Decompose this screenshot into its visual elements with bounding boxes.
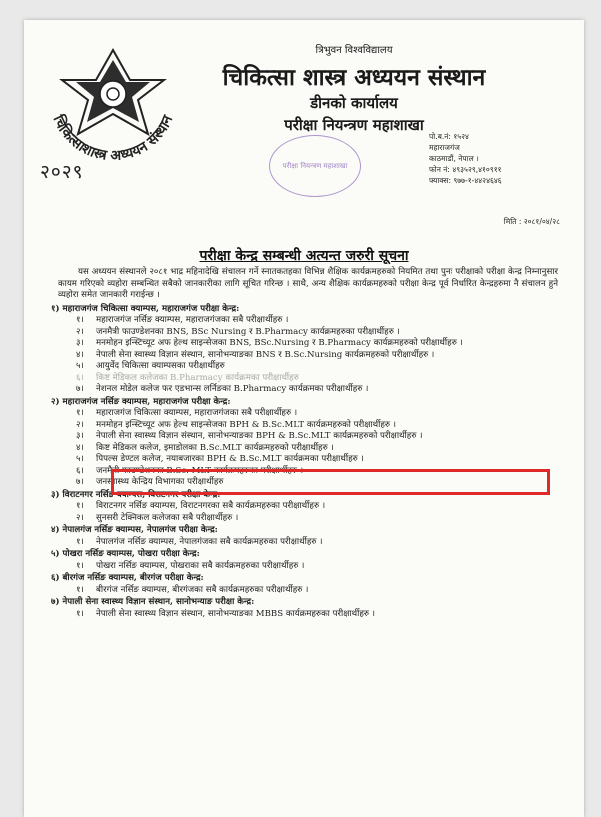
highlight-box [111, 469, 550, 495]
item-number: ५। [76, 454, 84, 464]
list-item [76, 513, 558, 525]
item-number: १। [76, 560, 84, 571]
section-heading: ४) नेपालगंज नर्सिङ क्याम्पस, नेपालगंज परीक्षा केन्द्र: [51, 525, 218, 535]
list-item [76, 420, 558, 432]
section-heading: ३) विराटनगर नर्सिङ क्याम्पस, विराटनगर परीक्षा केन्द्र: [51, 489, 221, 500]
item-number: ४। [76, 442, 84, 453]
fax: फ्याक्स: ९७७-१-४४२४६४६ [429, 176, 502, 185]
list-item [76, 408, 558, 420]
list-item [76, 585, 558, 597]
item-text: मनमोहन इन्स्टिच्यूट अफ हेल्थ साइन्सेजका BPH & B.Sc.MLT कार्यक्रमहरुको परीक्षार्थीहरु । [96, 419, 397, 430]
institute-name: चिकित्सा शास्त्र अध्ययन संस्थान [222, 64, 486, 91]
dean-office: डीनको कार्यालय [310, 94, 398, 112]
list-item [76, 501, 558, 513]
item-number: १। [76, 608, 84, 619]
list-item [76, 609, 558, 621]
institute-logo [38, 42, 188, 167]
item-text: नेपाली सेना स्वास्थ्य विज्ञान संस्थान, सानोभन्याङका BNS र B.Sc.Nursing कार्यक्रमहरुको परीक्षार्थीहरु । [96, 349, 435, 360]
item-text: जनस्वास्थ्य केन्द्रिय विभागका परीक्षार्थीहरु [96, 477, 224, 487]
item-number: १। [76, 315, 84, 325]
phone: फोन नं: ४९३५२९,४१०९११ [429, 165, 502, 174]
office-stamp [269, 135, 361, 197]
item-text: नेशनल मोडेल कलेज फर एडभान्स लर्निङका B.Pharmacy कार्यक्रमका परीक्षार्थीहरु । [96, 384, 369, 394]
section-heading: २) महाराजगंज नर्सिङ क्याम्पस, महाराजगंज परीक्षा केन्द्र: [51, 396, 231, 407]
logo-year: २०२९ [40, 161, 84, 183]
city: काठमाडौं, नेपाल । [429, 154, 479, 163]
list-item [76, 537, 558, 549]
item-text: विराटनगर नर्सिङ क्याम्पस, विराटनगरका सबै कार्यक्रमहरुका परीक्षार्थीहरु । [96, 501, 326, 511]
svg-text:चिकित्साशास्त्र अध्ययन संस्थान [49, 112, 177, 165]
item-number: ६। [76, 465, 84, 476]
logo-arc-text: चिकित्साशास्त्र अध्ययन संस्थान [49, 112, 177, 165]
section-heading: ६) बीरगंज नर्सिङ क्याम्पस, बीरगंज परीक्षा केन्द्र: [51, 573, 204, 583]
item-text: किष्ट मेडिकल कलेजका B.Pharmacy कार्यक्रमका परीक्षार्थीहरु [96, 372, 299, 383]
section-heading: ७) नेपाली सेना स्वास्थ्य विज्ञान संस्थान, सानोभन्याङ परीक्षा केन्द्र: [51, 597, 255, 607]
item-text: नेपाली सेना स्वास्थ्य विज्ञान संस्थान, सानोभन्याङका BPH & B.Sc.MLT कार्यक्रमहरुको परीक्षार्थीहरु । [96, 431, 423, 441]
item-number: १। [76, 501, 84, 511]
item-number: ७। [76, 477, 84, 487]
item-number: १। [76, 408, 84, 418]
item-text: आयुर्वेद चिकित्सा क्याम्पसका परीक्षार्थीहरु [96, 361, 225, 371]
exam-section: परीक्षा नियन्त्रण महाशाखा [284, 116, 424, 134]
item-text: सुनसरी टेक्निकल कलेजका सबै परीक्षार्थीहरु । [96, 512, 239, 523]
item-number: २। [76, 326, 84, 337]
item-number: ४। [76, 349, 84, 360]
stamp-text: परीक्षा नियन्त्रण महाशाखा [282, 161, 348, 170]
list-item [76, 384, 558, 396]
item-number: ६। [76, 372, 84, 383]
list-item [76, 431, 558, 443]
item-number: ३। [76, 431, 84, 441]
document-page [24, 20, 584, 817]
list-item [76, 561, 558, 573]
list-item [76, 338, 558, 350]
item-text: नेपालगंज नर्सिङ क्याम्पस, नेपालगंजका सबै कार्यक्रमहरुका परीक्षार्थीहरु । [96, 536, 323, 547]
exam-center-list [51, 303, 558, 621]
item-text: मनमोहन इन्स्टिच्यूट अफ हेल्थ साइन्सेजका BNS, BSc.Nursing र B.Pharmacy कार्यक्रमहरुको परीक्षार्थीहरु । [96, 338, 463, 348]
university-name: त्रिभुवन विश्वविद्यालय [315, 45, 393, 56]
notice-date: मिति : २०८१/०४/२८ [503, 217, 560, 226]
item-number: ५। [76, 361, 84, 371]
item-text: महाराजगंज चिकित्सा क्याम्पस, महाराजगंजका सबै परीक्षार्थीहरु । [96, 408, 298, 418]
item-text: नेपाली सेना स्वास्थ्य विज्ञान संस्थान, सानोभन्याङका MBBS कार्यक्रमहरुका परीक्षार्थीहरु । [96, 608, 376, 619]
item-text: पिपल्स डेण्टल कलेज, नयाबजारका BPH & B.Sc.MLT कार्यक्रमका परीक्षार्थीहरु । [96, 454, 364, 464]
notice-title: परीक्षा केन्द्र सम्बन्धी अत्यन्त जरुरी सूचना [199, 248, 409, 264]
item-number: २। [76, 512, 84, 523]
list-item [76, 373, 558, 385]
list-item [76, 350, 558, 362]
list-item [76, 361, 558, 373]
item-text: महाराजगंज नर्सिङ क्याम्पस, महाराजगंजका सबै परीक्षार्थीहरु । [96, 315, 289, 325]
section-heading: ५) पोखरा नर्सिङ क्याम्पस, पोखरा परीक्षा केन्द्र: [51, 549, 200, 559]
list-item [76, 315, 558, 327]
po-box: पो.ब.नं: १५२४ [429, 132, 469, 141]
contact-block [429, 131, 502, 186]
notice-body [51, 267, 558, 620]
item-text: बीरगंज नर्सिङ क्याम्पस, बीरगंजका सबै कार्यक्रमहरुका परीक्षार्थीहरु । [96, 584, 309, 595]
item-text: किष्ट मेडिकल कलेज, इमाडोलका B.Sc.MLT कार्यक्रमहरुको परीक्षार्थीहरु । [96, 442, 334, 453]
item-number: १। [76, 584, 84, 595]
item-number: ७। [76, 384, 84, 394]
item-text: जनमैत्री फाउण्डेशनका BNS, BSc Nursing र B.Pharmacy कार्यक्रमहरुका परीक्षार्थीहरु । [96, 326, 400, 337]
intro-paragraph: यस अध्ययन संस्थानले २०८१ भाद्र महिनादेखि संचालन गर्ने स्नातकतहका विभिन्न शैक्षिक कार्यक्रमहरुको नियमित तथा पुनः परीक्षाको परीक्षा केन्द्र निम्नानुसार कायम गरिएको व्यहोरा सम्बन्धित सबैको जानकारीका लागि सूचित गरिन्छ । साथै, अन्य शैक्षिक कार्यक्रमहरुको परीक्षा केन्द्र पूर्व निर्धारित केन्द्रहरुमा नै संचालन हुने व्यहोरा समेत जानकारी गराईन्छ । [58, 267, 558, 300]
section-heading: १) महाराजगंज चिकित्सा क्याम्पस, महाराजगंज परीक्षा केन्द्र: [51, 303, 240, 314]
item-text: पोखरा नर्सिङ क्याम्पस, पोखराका सबै कार्यक्रमहरुका परीक्षार्थीहरु । [96, 560, 305, 571]
list-item [76, 454, 558, 466]
item-text: जनमैत्री फाउण्डेशनका B.Sc. MLT कार्यक्रमहरुका परीक्षार्थीहरु । [96, 465, 304, 476]
item-number: ३। [76, 338, 84, 348]
item-number: १। [76, 536, 84, 547]
item-number: २। [76, 419, 84, 430]
place: महाराजगंज [429, 143, 460, 152]
list-item [76, 327, 558, 339]
list-item [76, 443, 558, 455]
